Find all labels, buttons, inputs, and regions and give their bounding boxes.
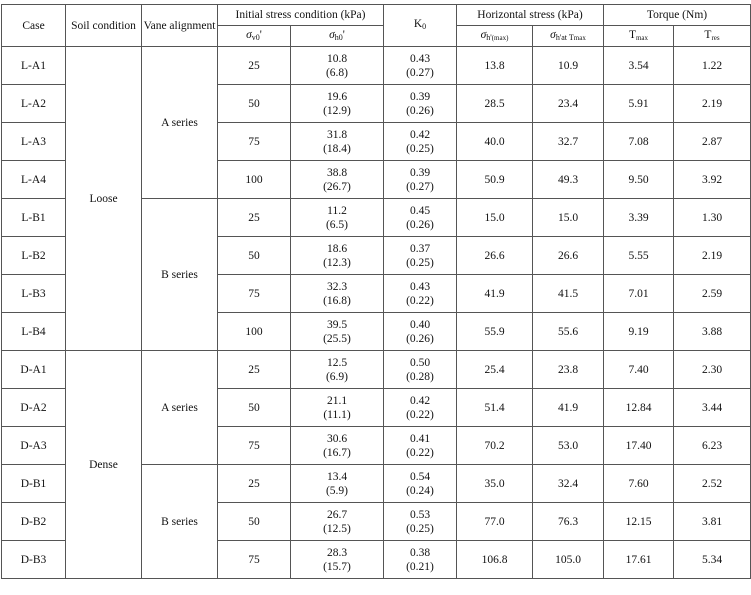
k0-cell-paren-value: (0.26) [406,218,434,231]
k0-cell-value: 0.41 [409,432,431,445]
sigma-h0-cell-value: 18.6 [326,242,348,255]
tmax-cell: 17.40 [604,427,674,465]
sigma-h0-cell [291,85,384,123]
sigma-v0-cell: 50 [218,389,291,427]
sigma-v0-cell: 50 [218,85,291,123]
sigma-h-at-tmax-cell: 76.3 [533,503,604,541]
tmax-cell: 7.01 [604,275,674,313]
case-cell: L-A2 [2,85,66,123]
sigma-h0-cell-paren-value: (5.9) [325,484,349,497]
k0-cell-value: 0.54 [409,470,431,483]
k0-cell [384,427,457,465]
sigma-h0-cell [291,237,384,275]
tmax-cell: 5.55 [604,237,674,275]
k0-cell-paren-value: (0.25) [406,256,434,269]
sigma-h-at-tmax-cell: 32.7 [533,123,604,161]
sigma-h0-cell-paren-value: (18.4) [323,142,351,155]
k0-cell [384,123,457,161]
header-initial-stress: Initial stress condition (kPa) [218,5,384,26]
k0-cell-paren-value: (0.27) [406,180,434,193]
sigma-h0-cell-value: 21.1 [326,394,348,407]
k0-cell-value: 0.39 [409,166,431,179]
case-cell: D-A1 [2,351,66,389]
sigma-h-at-tmax-cell: 55.6 [533,313,604,351]
k0-cell-value: 0.42 [409,394,431,407]
tres-cell: 2.19 [674,85,751,123]
k0-cell-paren-value: (0.22) [406,294,434,307]
sigma-v0-cell: 25 [218,465,291,503]
sigma-h-at-tmax-cell: 26.6 [533,237,604,275]
sigma-h0-cell-paren-value: (12.5) [323,522,351,535]
sigma-h-max-cell: 28.5 [457,85,533,123]
case-cell: D-A2 [2,389,66,427]
k0-cell-value: 0.40 [409,318,431,331]
sigma-h0-cell [291,47,384,85]
k0-cell [384,313,457,351]
case-cell: L-B3 [2,275,66,313]
sigma-h0-cell-value: 19.6 [326,90,348,103]
header-case: Case [2,5,66,47]
k0-cell [384,389,457,427]
sigma-h0-cell-paren-value: (11.1) [323,408,351,421]
tmax-cell: 7.60 [604,465,674,503]
header-sigma-h0 [291,26,384,47]
k0-cell-value: 0.37 [409,242,431,255]
k0-cell-value: 0.38 [409,546,431,559]
tres-cell: 3.88 [674,313,751,351]
k0-cell [384,351,457,389]
sigma-v0-cell: 25 [218,47,291,85]
t-label: T [628,28,636,41]
header-tres [674,26,751,47]
sigma-h0-cell-value: 11.2 [327,204,347,217]
sigma-h0-cell [291,275,384,313]
sigma-h0-cell-paren-value: (16.7) [323,446,351,459]
tres-cell: 6.23 [674,427,751,465]
k0-cell-paren-value: (0.26) [406,332,434,345]
tmax-cell: 17.61 [604,541,674,579]
sigma-v0-cell: 50 [218,237,291,275]
sigma-v0-cell: 100 [218,313,291,351]
sigma-h-at-tmax-cell: 41.9 [533,389,604,427]
sigma-h-max-cell: 13.8 [457,47,533,85]
k0-cell-paren-value: (0.22) [406,408,434,421]
sigma-symbol: σ [246,28,252,41]
sigma-h-max-cell: 50.9 [457,161,533,199]
k0-cell [384,161,457,199]
header-sigma-h-max [457,26,533,47]
sigma-h0-cell-paren-value: (6.5) [325,218,349,231]
k0-cell-paren-value: (0.27) [406,66,434,79]
sigma-h-max-cell: 77.0 [457,503,533,541]
k0-cell [384,275,457,313]
sigma-v0-cell: 75 [218,427,291,465]
tmax-cell: 9.50 [604,161,674,199]
sigma-h0-cell [291,503,384,541]
v0-suffix: ' [259,28,262,41]
header-k0-label: K [413,18,423,30]
sigma-symbol: σ [480,28,487,41]
sigma-h-max-cell: 106.8 [457,541,533,579]
sigma-h0-cell-paren-value: (26.7) [323,180,351,193]
k0-cell [384,503,457,541]
soil-cell-dense: Dense [66,351,142,579]
header-torque: Torque (Nm) [604,5,751,26]
header-horizontal-stress: Horizontal stress (kPa) [457,5,604,26]
sigma-h0-cell [291,389,384,427]
k0-cell-value: 0.43 [409,52,431,65]
case-cell: L-A3 [2,123,66,161]
tres-cell: 2.87 [674,123,751,161]
tmax-cell: 7.08 [604,123,674,161]
header-soil-condition: Soil condition [66,5,142,47]
sigma-h0-cell-paren-value: (6.9) [325,370,349,383]
sigma-v0-cell: 75 [218,275,291,313]
sigma-h0-cell [291,313,384,351]
tmax-cell: 5.91 [604,85,674,123]
tres-cell: 2.52 [674,465,751,503]
k0-cell-paren-value: (0.28) [406,370,434,383]
sigma-symbol: σ [329,28,335,41]
sigma-h-at-tmax-cell: 41.5 [533,275,604,313]
vane-cell-a-series: A series [142,47,218,199]
k0-cell-paren-value: (0.22) [406,446,434,459]
t-label: T [704,28,712,41]
sigma-h-max-cell: 25.4 [457,351,533,389]
case-cell: L-A4 [2,161,66,199]
case-cell: D-A3 [2,427,66,465]
sigma-v0-cell: 100 [218,161,291,199]
results-table [1,4,751,579]
k0-cell-paren-value: (0.26) [406,104,434,117]
k0-cell-paren-value: (0.25) [406,522,434,535]
tmax-cell: 9.19 [604,313,674,351]
sigma-h-max-cell: 41.9 [457,275,533,313]
tmax-cell: 7.40 [604,351,674,389]
tres-cell: 3.92 [674,161,751,199]
k0-cell-value: 0.42 [409,128,431,141]
sigma-h-at-tmax-cell: 49.3 [533,161,604,199]
sigma-h-at-tmax-cell: 32.4 [533,465,604,503]
tmax-cell: 12.15 [604,503,674,541]
sigma-h0-cell-value: 26.7 [326,508,348,521]
sigma-h0-cell-value: 32.3 [326,280,348,293]
soil-cell-loose: Loose [66,47,142,351]
k0-cell-value: 0.43 [409,280,431,293]
sigma-h0-cell-paren-value: (6.8) [325,66,349,79]
case-cell: D-B3 [2,541,66,579]
sigma-h0-cell-value: 10.8 [326,52,348,65]
k0-cell-paren-value: (0.25) [406,142,434,155]
k0-cell-value: 0.50 [409,356,431,369]
sigma-h-at-tmax-cell: 10.9 [533,47,604,85]
sigma-v0-cell: 25 [218,351,291,389]
sigma-h0-cell-paren-value: (12.3) [323,256,351,269]
k0-cell [384,237,457,275]
sigma-h-max-cell: 35.0 [457,465,533,503]
header-k0 [384,5,457,47]
k0-cell [384,541,457,579]
table-row [2,47,751,85]
case-cell: L-B4 [2,313,66,351]
case-cell: L-B2 [2,237,66,275]
h0-sub: h0 [334,32,343,42]
v0-sub: v0 [251,32,260,42]
vane-cell-b-series: B series [142,199,218,351]
max-sub: max [573,33,586,42]
sigma-h0-cell [291,161,384,199]
max-sub: (max) [491,33,509,42]
table-row [2,351,751,389]
k0-cell-value: 0.45 [409,204,431,217]
h-at-sub: h'at T [555,32,574,42]
sigma-h0-cell-value: 38.8 [326,166,348,179]
h0-suffix: ' [342,28,345,41]
sigma-h0-cell [291,465,384,503]
k0-cell [384,47,457,85]
sigma-v0-cell: 25 [218,199,291,237]
table-body [2,47,751,579]
tmax-cell: 12.84 [604,389,674,427]
sigma-symbol: σ [550,28,556,41]
sigma-h0-cell-paren-value: (12.9) [323,104,351,117]
case-cell: D-B1 [2,465,66,503]
tres-sub: res [711,33,720,42]
sigma-h0-cell-value: 12.5 [326,356,348,369]
sigma-h-max-cell: 40.0 [457,123,533,161]
header-sigma-h-at-tmax [533,26,604,47]
sigma-h0-cell-value: 31.8 [326,128,348,141]
k0-cell-value: 0.39 [409,90,431,103]
k0-cell-paren-value: (0.21) [406,560,434,573]
sigma-h-max-cell: 15.0 [457,199,533,237]
k0-cell [384,199,457,237]
sigma-h-at-tmax-cell: 23.4 [533,85,604,123]
vane-cell-b-series: B series [142,465,218,579]
tres-cell: 1.22 [674,47,751,85]
sigma-h0-cell [291,199,384,237]
sigma-h0-cell-paren-value: (25.5) [323,332,351,345]
sigma-h0-cell [291,541,384,579]
sigma-h0-cell-paren-value: (16.8) [323,294,351,307]
sigma-h0-cell-value: 28.3 [326,546,348,559]
header-sigma-v0 [218,26,291,47]
tres-cell: 1.30 [674,199,751,237]
tmax-cell: 3.54 [604,47,674,85]
k0-cell-paren-value: (0.24) [406,484,434,497]
sigma-h-at-tmax-cell: 53.0 [533,427,604,465]
tres-cell: 3.81 [674,503,751,541]
h-prime-sub: h' [486,32,492,42]
k0-cell [384,85,457,123]
case-cell: D-B2 [2,503,66,541]
sigma-h0-cell-paren-value: (15.7) [323,560,351,573]
sigma-h-max-cell: 26.6 [457,237,533,275]
sigma-h0-cell [291,123,384,161]
sigma-h-at-tmax-cell: 15.0 [533,199,604,237]
header-vane-alignment: Vane alignment [142,5,218,47]
tmax-cell: 3.39 [604,199,674,237]
vane-cell-a-series: A series [142,351,218,465]
header-tmax [604,26,674,47]
header-k0-sub: 0 [422,22,427,31]
sigma-v0-cell: 75 [218,541,291,579]
tmax-sub: max [635,33,649,42]
sigma-h-max-cell: 55.9 [457,313,533,351]
tres-cell: 2.19 [674,237,751,275]
sigma-v0-cell: 75 [218,123,291,161]
k0-cell-value: 0.53 [409,508,431,521]
tres-cell: 2.59 [674,275,751,313]
case-cell: L-A1 [2,47,66,85]
sigma-v0-cell: 50 [218,503,291,541]
sigma-h0-cell-value: 13.4 [326,470,348,483]
sigma-h0-cell-value: 30.6 [326,432,348,445]
sigma-h-max-cell: 51.4 [457,389,533,427]
sigma-h-at-tmax-cell: 105.0 [533,541,604,579]
sigma-h-at-tmax-cell: 23.8 [533,351,604,389]
sigma-h-max-cell: 70.2 [457,427,533,465]
tres-cell: 5.34 [674,541,751,579]
tres-cell: 2.30 [674,351,751,389]
sigma-h0-cell-value: 39.5 [326,318,348,331]
sigma-h0-cell [291,427,384,465]
case-cell: L-B1 [2,199,66,237]
k0-cell [384,465,457,503]
sigma-h0-cell [291,351,384,389]
tres-cell: 3.44 [674,389,751,427]
